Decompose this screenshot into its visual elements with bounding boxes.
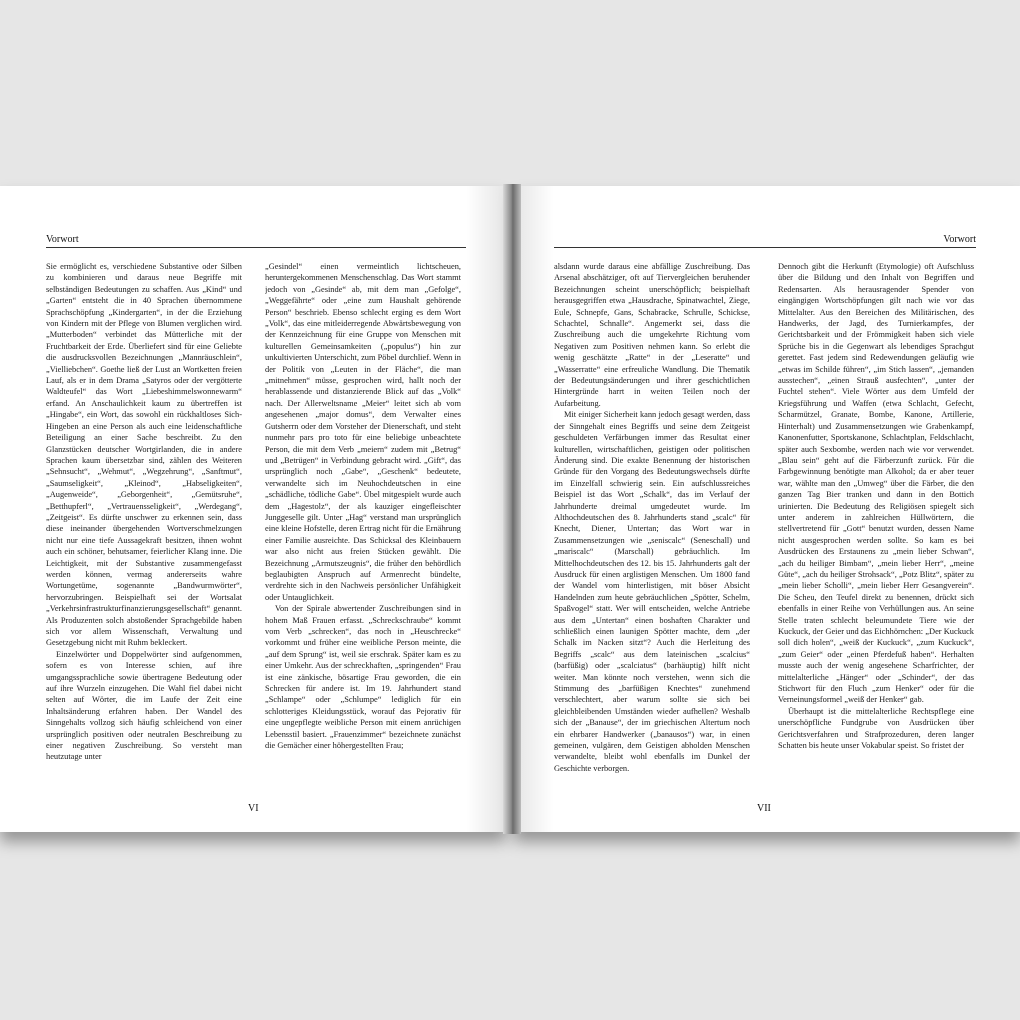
paragraph: alsdann wurde daraus eine abfällige Zuschreibung. Das Arsenal abschätziger, oft auf Tiervergleichen beruhender Bezeichnungen scheint unerschöpflich; beispielhaft herausgegriffen etwa „Hausdrache, Spinatwachtel, Ziege, Eule, Schnepfe, Gans, Schabracke, Schrulle, Schicksе, Schachtel, Schnalle“. Angemerkt sei, dass die Zuschreibung auch die umgekehrte Richtung vom Negativen zum Positiven nehmen kann. So erlebt die wenig geschätzte „Ratte“ in der „Leseratte“ und „Wasserratte“ eine erfreuliche Wandlung. Die Thematik der Bedeutungsänderungen und ihrer geschichtlichen Hintergründe harrt in weiten Teilen noch der Aufarbeitung.: [554, 262, 750, 408]
paragraph: Einzelwörter und Doppelwörter sind aufgenommen, sofern es von Interesse schien, auf ihre umgangssprachliche sowie übertragene Bedeutung oder auf ihre Wurzeln einzugehen. Die Wahl fiel dabei nicht selten auf Wörter, die im Laufe der Zeit eine Inhaltsänderung erfahren haben. Der Wandel des Sinngehalts vollzog sich häufig schleichend von einer ursprünglich positiven oder neutralen Beschreibung zu einer negativen Zuschreibung. So versteht man heutzutage unter: [46, 649, 242, 762]
paragraph: Überhaupt ist die mittelalterliche Rechtspflege eine unerschöpfliche Fundgrube von Ausdrücken über Gerichtsverfahren und Strafprozeduren, deren langer Schatten bis heute unser Vokabular speist. So fristet der: [778, 706, 974, 751]
book-gutter: [503, 184, 521, 834]
running-header: Vorwort: [943, 234, 976, 245]
paragraph: Sie ermöglicht es, verschiedene Substantive oder Silben zu kombinieren und daraus neue Begriffe mit selbständigen Bedeutungen zu schaffen. Aus „Kind“ und „Garten“ entsteht die in 40 Sprachen übernommene Sprachschöpfung „Kindergarten“, in der die Erziehung von Kindern mit der Pflege von Blumen verglichen wird. „Mutterboden“ verbindet das Mütterliche mit der Fruchtbarkeit der Erde. Überliefert sind für eine Geliebte die ausdrucksvollen Bezeichnungen „Mannräuschlein“, „Vielliebchen“. Goethe ließ der Lust an Wortketten freien Lauf, als er in dem Drama „Satyros oder der vergötterte Waldteufel“ das Wort „Liebeshimmelswonnewarm“ erfand. An Anschaulichkeit kaum zu übertreffen ist „Hingabe“, ein Wort, das sowohl ein rückhaltloses Sich-Hingeben an eine Person als auch eine leidenschaftliche Beteiligung an einer Sache beschreibt. Zu den Glanzstücken deutscher Wortgirlanden, die in andere Sprachen kaum übersetzbar sind, zählen des Weiteren „Sehnsucht“, „Wehmut“, „Wegzehrung“, „Sanftmut“, „Saumseligkeit“, „Kleinod“, „Habseligkeiten“, „Augenweide“, „Geborgenheit“, „Gemütsruhe“, „Betthupferl“, „Vertrauensseligkeit“, „Werdegang“, „Zeitgeist“. Es dürfte unschwer zu erkennen sein, dass diese ineinander übergehenden Wortverschmelzungen nicht nur eine tiefe Aussagekraft besitzen, ihnen wohnt auch ein schöner, behutsamer, feierlicher Klang inne. Die Leichtigkeit, mit der Substantive zusammengefasst werden können, vermag andererseits wahre Wortungetüme, sogenannte „Bandwurmwörter“, hervorzubringen. Beispielhaft sei der Wortsalat „Verkehrsinfrastrukturfinanzierungsgesellschaft“ genannt. Als Produzenten solch abstoßender Sprachgebilde haben sich vor allem Wissenschaft, Verwaltung und Gesetzgebung nicht mit Ruhm bekleckert.: [46, 262, 242, 648]
paragraph: Von der Spirale abwertender Zuschreibungen sind in hohem Maß Frauen erfasst. „Schreckschraube“ kommt vom Verb „schrecken“, das noch in „Heuschrecke“ vorkommt und früher eine weibliche Person meinte, die „auf dem Sprung“ ist, weil sie erschrak. Später kam es zu einer Umkehr. Aus der schreckhaften, „springenden“ Frau ist eine zänkische, bösartige Frau geworden, die ein Schrecken für andere ist. Im 19. Jahrhundert stand „Schlampe“ oder „Schlumpe“ lediglich für ein schlotteriges Kleidungsstück, worauf das Pejorativ für eine ungepflegte weibliche Person mit einem anrüchigen Lebensstil basiert. „Frauenzimmer“ bezeichnete zunächst die Gemächer einer höhergestellten Frau;: [265, 604, 461, 751]
page-number: VI: [248, 803, 259, 814]
paragraph: „Gesindel“ einen vermeintlich lichtscheuen, heruntergekommenen Menschenschlag. Das Wort stammt jedoch von „Gesinde“ ab, mit dem man „Gefolge“, „Weggefährte“ oder „eine zum Haushalt gehörende Person“ beschrieb. Ebenso schlecht erging es dem Wort „Volk“, das eine mitleiderregende Abwärtsbewegung von der Kennzeichnung für eine Gruppe von Menschen mit kulturellen Gemeinsamkeiten („populus“) hin zur unkultivierten Unterschicht, zum Pöbel durchlief. Wenn in der Politik von „Leuten in der Fläche“, die man „mitnehmen“ müsse, gesprochen wird, hallt noch der herablassende und distanzierende Blick auf das „Volk“ nach. Der Allerweltsname „Meier“ leitet sich ab vom angesehenen „major domus“, dem Verwalter eines Gutsherrn oder dem Vorsteher der Dienerschaft, und steht nunmehr pars pro toto für eine beliebige unbeachtete Person, die mit dem Verb „meiern“ zudem mit „Betrug“ und „Betrügen“ in Verbindung gebracht wird. „Gift“, das ursprünglich noch „Gabe“, „Geschenk“ bedeutete, verwandelte sich im Neuhochdeutschen in eine „schädliche, tödliche Gabe“. Übel mitgespielt wurde auch dem „Hagestolz“, der als kauziger eingefleischter Junggeselle gilt. Unter „Hag“ verstand man ursprünglich eine kleine Hofstelle, deren Ertrag nicht für die Ernährung einer Familie ausreichte. Das Schicksal des Kleinbauern war also nicht aus freien Stücken gewählt. Die Bezeichnung „Armutszeugnis“, die früher den behördlich beglaubigten Anspruch auf Armenrecht bündelte, verdrehte sich in den Nachweis persönlicher Unfähigkeit oder Untauglichkeit.: [265, 262, 461, 602]
book-spread: [0, 186, 1020, 834]
left-page: [0, 186, 506, 832]
text-column-1: [46, 261, 242, 781]
text-column-2: [778, 261, 974, 781]
running-header: Vorwort: [46, 234, 79, 245]
right-page: [514, 186, 1020, 832]
text-column-1: [554, 261, 750, 781]
paragraph: Mit einiger Sicherheit kann jedoch gesagt werden, dass der Sinngehalt eines Begriffs und seine dem Zeitgeist geschuldeten Verfärbungen immer das Resultat einer kulturellen, wirtschaftlichen, geistigen oder politischen Änderung sind. Die exakte Benennung der historischen Gründe für den Vorgang des Bedeutungswechsels dürfte im Einzelfall schwierig sein. Ein aufschlussreiches Beispiel ist das Wort „Schalk“, das im Verlauf der Jahrhunderte dreimal umgedeutet wurde. Im Althochdeutschen des 8. Jahrhunderts stand „scalc“ für Knecht, Diener, Untertan; das Wort war in Zusammensetzungen wie „seniscalc“ (Seneschall) und „mariscalc“ (Marschall) gebräuchlich. Im Mittelhochdeutschen des 12. bis 15. Jahrhunderts galt der Ausdruck für einen arglistigen Menschen. Um 1800 fand der Wandel vom hinterlistigen, mit böser Absicht Handelnden zum heute gebräuchlichen „Spötter, Schelm, Spaßvogel“ statt. Wer will entscheiden, welche Antriebe aus dem „Untertan“ einen boshaften Charakter und schließlich einen launigen Spötter machte, dem „der Schalk im Nacken sitzt“? Auch die Herleitung des Begriffs „scalc“ aus dem lateinischen „scalcius“ (barfüßig) oder „scalciatus“ (barhäuptig) hilft nicht weiter. Man könnte noch verstehen, wenn sich die Stimmung des „barfüßigen Knechtes“ zunehmend verschlechtert, aber warum sollte sie sich bei gleichbleibenden Umständen wieder aufhellen? Weshalb sich der „Banause“, der im griechischen Altertum noch ein ehrbarer Handwerker („banausos“) war, in einen gemeinen, vulgären, dem Geistigen abholden Menschen verwandelte, bleibt wohl ebenfalls im Dunkel der Geschichte verborgen.: [554, 410, 750, 773]
text-column-2: [265, 261, 461, 781]
paragraph: Dennoch gibt die Herkunft (Etymologie) oft Aufschluss über die Bildung und den Inhalt von Begriffen und Redensarten. Als herausragender Spender von eingängigen Wortschöpfungen gilt nach wie vor das Mittelalter. Aus den Bereichen des Militärischen, des Handwerks, der Jagd, des Turnierkampfes, der Gerichtsbarkeit und der Frömmigkeit haben sich viele Sprüche bis in die Gegenwart als lebendiges Sprachgut gerettet. Fast jedem sind Redewendungen geläufig wie „etwas im Schilde führen“, „im Stich lassen“, „jemanden ausstechen“, „einen Strauß ausfechten“, „unter der Fuchtel stehen“. Viele Wörter aus dem Umfeld der Kriegsführung und Waffen (etwa Schlacht, Gefecht, Scharmützel, Granate, Bombe, Kanone, Artillerie, Hinterhalt) und Zusammensetzungen wie Grabenkampf, Kanonenfutter, Sportskanone, Schlachtplan, Feldschlacht, später auch Sexbombe, werden nach wie vor verwendet. „Blau sein“ geht auf die Färberzunft zurück. Für die Farbgewinnung benötigte man Alkohol; da er aber teuer war, wählte man den „Umweg“ über die Färber, die den ganzen Tag Bier tranken und dann in den Bottich urinierten. Die Bedeutung des Religiösen spiegelt sich unter anderem in zahlreichen Hüllwörtern, die stellvertretend für „Gott“ benutzt wurden, dessen Name nicht ausgesprochen werden sollte. So kam es bei Ausdrücken des Erstaunens zu „mein lieber Schwan“, „ach du heiliger Bimbam“, „mein lieber Herr“, „meine Güte“, „ach du heiliger Strohsack“, „Potz Blitz“, später zu „mein lieber Scholli“, „mein lieber Herr Gesangverein“. Die Scheu, den Teufel direkt zu benennen, drückt sich ebenfalls in einer Reihe von Verhüllungen aus. An seine Stelle traten schlecht beleumundete Tiere wie der Kuckuck, der Geier und das Eichhörnchen: „Der Kuckuck soll dich holen“, „weiß der Kuckuck“, „zum Kuckuck“, „zum Geier“ oder „einen Pferdefuß haben“. Herhalten musste auch der wenig angesehene Scharfrichter, der mittelalterliche „Hänger“ oder „Schinder“, der das Stichwort für den Fluch „zum Henker“ oder für die Verneinungsformel „weiß der Henker“ gab.: [778, 262, 974, 705]
header-rule: [46, 247, 466, 248]
header-rule: [554, 247, 976, 248]
page-number: VII: [757, 803, 771, 814]
